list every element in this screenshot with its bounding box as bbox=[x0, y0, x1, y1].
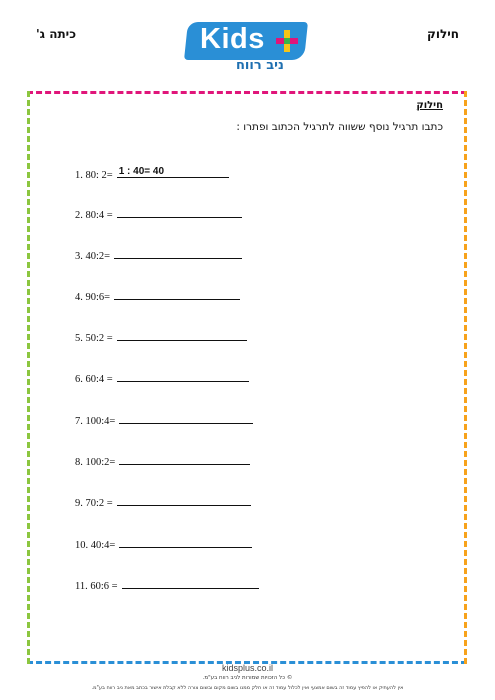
exercise-row bbox=[75, 167, 229, 181]
answer-line[interactable] bbox=[119, 454, 250, 465]
exercise-row bbox=[75, 371, 249, 385]
exercise-row bbox=[75, 495, 251, 509]
exercise-label: 9. 70:2 = bbox=[75, 498, 113, 509]
frame-border-top bbox=[27, 91, 467, 94]
footer-legal: אין להעתיק או להפיץ עמוד זה בשום אמצעי ואין לכלול עמוד זה או חלק ממנו בשום מקום ובשום צורה ללא קבלת אישור בכתב מאת ניב רווח בע"מ. bbox=[91, 685, 404, 691]
frame-border-left bbox=[27, 91, 30, 664]
frame-border-right bbox=[464, 91, 467, 664]
exercise-label: 2. 80:4 = bbox=[75, 210, 113, 221]
exercise-label: 11. 60:6 = bbox=[75, 581, 118, 592]
exercise-row bbox=[75, 207, 242, 221]
exercise-row bbox=[75, 578, 259, 592]
plus-icon bbox=[276, 30, 298, 52]
logo-subtitle: ניב רווח bbox=[236, 58, 284, 73]
exercise-row bbox=[75, 537, 252, 551]
answer-line[interactable] bbox=[117, 167, 229, 178]
exercise-label: 5. 50:2 = bbox=[75, 333, 113, 344]
header-subject: חילוק bbox=[427, 27, 459, 41]
exercise-label: 6. 60:4 = bbox=[75, 374, 113, 385]
footer-url[interactable]: kidsplus.co.il bbox=[221, 663, 274, 673]
exercise-label: 10. 40:4= bbox=[75, 540, 116, 551]
exercise-label: 1. 80: 2= bbox=[75, 170, 113, 181]
answer-line[interactable] bbox=[114, 289, 240, 300]
exercise-row bbox=[75, 454, 250, 468]
exercise-row bbox=[75, 289, 240, 303]
exercise-label: 8. 100:2= bbox=[75, 457, 116, 468]
exercise-row bbox=[75, 413, 253, 427]
exercise-row bbox=[75, 248, 242, 262]
answer-line[interactable] bbox=[119, 413, 253, 424]
answer-line[interactable] bbox=[119, 537, 252, 548]
header-grade: כיתה ג' bbox=[36, 27, 76, 41]
answer-line[interactable] bbox=[117, 371, 249, 382]
kids-logo bbox=[186, 22, 310, 74]
logo-brand-text: Kids bbox=[200, 23, 265, 55]
exercise-row bbox=[75, 330, 247, 344]
exercise-answer: 1 : 40= 40 bbox=[118, 166, 165, 177]
worksheet-instructions: כתבו תרגיל נוסף ששווה לתרגיל הכתוב ופתרו : bbox=[236, 121, 443, 133]
answer-line[interactable] bbox=[117, 495, 251, 506]
exercise-label: 4. 90:6= bbox=[75, 292, 111, 303]
answer-line[interactable] bbox=[122, 578, 259, 589]
footer-copyright: © כל הזכויות שמורות לניב רווח בע"מ. bbox=[202, 675, 293, 681]
exercise-label: 3. 40:2= bbox=[75, 251, 111, 262]
exercise-label: 7. 100:4= bbox=[75, 416, 116, 427]
answer-line[interactable] bbox=[117, 207, 242, 218]
answer-line[interactable] bbox=[117, 330, 247, 341]
worksheet-topic: חילוק bbox=[416, 100, 443, 111]
answer-line[interactable] bbox=[114, 248, 242, 259]
